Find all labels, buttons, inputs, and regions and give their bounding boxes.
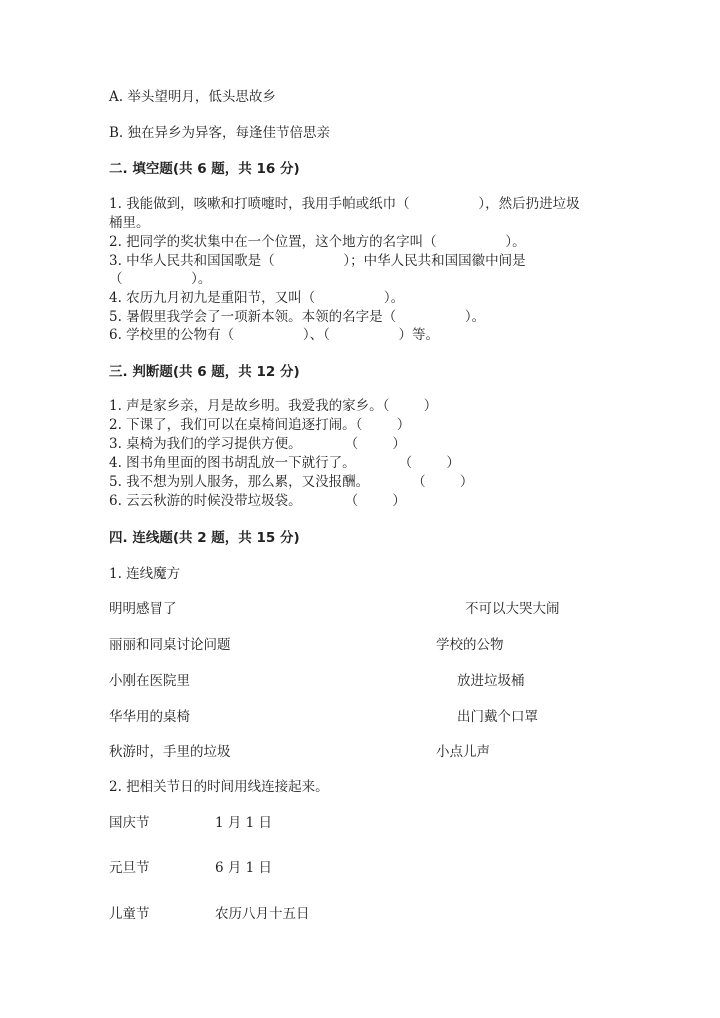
match-q1-title: 1. 连线魔方 bbox=[109, 566, 181, 582]
fill-q5: 5. 暑假里我学会了一项新本领。本领的名字是（ ）。 bbox=[109, 309, 486, 325]
match-q2-title: 2. 把相关节日的时间用线连接起来。 bbox=[109, 779, 329, 795]
match-q1-right-item: 放进垃圾桶 bbox=[457, 673, 525, 689]
match-q2-right-item: 6 月 1 日 bbox=[215, 860, 273, 876]
match-q2-left-item: 国庆节 bbox=[109, 815, 150, 831]
judge-q2: 2. 下课了，我们可以在桌椅间追逐打闹。（ ） bbox=[109, 417, 411, 433]
section-2-title: 二. 填空题(共 6 题，共 16 分) bbox=[109, 161, 300, 177]
match-q2-right-item: 农历八月十五日 bbox=[215, 906, 310, 922]
judge-q3: 3. 桌椅为我们的学习提供方便。 （ ） bbox=[109, 436, 406, 452]
option-b: B. 独在异乡为异客，每逢佳节倍思亲 bbox=[109, 125, 331, 141]
fill-q6: 6. 学校里的公物有（ ）、（ ）等。 bbox=[109, 327, 439, 343]
match-q1-left-item: 明明感冒了 bbox=[109, 601, 177, 617]
match-q2-left-item: 元旦节 bbox=[109, 860, 150, 876]
match-q1-left-item: 小刚在医院里 bbox=[109, 673, 190, 689]
judge-q5: 5. 我不想为别人服务，那么累，又没报酬。 （ ） bbox=[109, 474, 474, 490]
section-4-title: 四. 连线题(共 2 题，共 15 分) bbox=[109, 530, 300, 546]
match-q1-right-item: 学校的公物 bbox=[436, 637, 504, 653]
option-a: A. 举头望明月，低头思故乡 bbox=[109, 89, 276, 105]
judge-q1: 1. 声是家乡亲，月是故乡明。我爱我的家乡。（ ） bbox=[109, 398, 438, 414]
judge-q6: 6. 云云秋游的时候没带垃圾袋。 （ ） bbox=[109, 493, 406, 509]
match-q1-left-item: 丽丽和同桌讨论问题 bbox=[109, 637, 231, 653]
fill-q4: 4. 农历九月初九是重阳节，又叫（ ）。 bbox=[109, 290, 405, 306]
match-q1-left-item: 秋游时，手里的垃圾 bbox=[109, 744, 231, 760]
fill-q3-line1: 3. 中华人民共和国国歌是（ ）；中华人民共和国国徽中间是 bbox=[109, 253, 526, 269]
match-q1-right-item: 出门戴个口罩 bbox=[457, 709, 538, 725]
match-q1-right-item: 小点儿声 bbox=[436, 744, 490, 760]
fill-q2: 2. 把同学的奖状集中在一个位置，这个地方的名字叫（ ）。 bbox=[109, 234, 526, 250]
judge-q4: 4. 图书角里面的图书胡乱放一下就行了。 （ ） bbox=[109, 455, 460, 471]
match-q1-left-item: 华华用的桌椅 bbox=[109, 709, 190, 725]
match-q2-left-item: 儿童节 bbox=[109, 906, 150, 922]
match-q1-right-item: 不可以大哭大闹 bbox=[465, 601, 560, 617]
fill-q1-line2: 桶里。 bbox=[109, 215, 150, 231]
fill-q1-line1: 1. 我能做到，咳嗽和打喷嚏时，我用手帕或纸巾（ ），然后扔进垃圾 bbox=[109, 196, 580, 212]
match-q2-right-item: 1 月 1 日 bbox=[215, 815, 273, 831]
section-3-title: 三. 判断题(共 6 题，共 12 分) bbox=[109, 364, 300, 380]
fill-q3-line2: （ ）。 bbox=[109, 271, 212, 287]
